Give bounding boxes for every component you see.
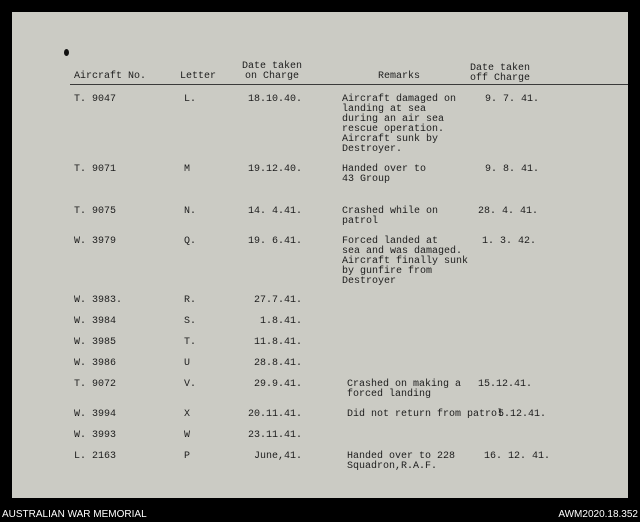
header-date-off: Date taken off Charge	[470, 63, 531, 84]
date-off-charge-cell: 16. 12. 41.	[484, 451, 551, 462]
header-date-on: Date taken on Charge	[242, 61, 303, 82]
date-off-charge-cell: 15.12.41.	[478, 379, 533, 390]
date-on-charge-cell: 11.8.41.	[253, 337, 302, 348]
header-letter: Letter	[180, 71, 217, 82]
date-on-charge-cell: June,41.	[253, 451, 302, 462]
header-remarks: Remarks	[378, 71, 421, 82]
date-on-charge-cell: 18.10.40.	[247, 94, 302, 105]
letter-cell: V.	[184, 379, 197, 390]
footer-accession-number: AWM2020.18.352	[558, 509, 638, 520]
date-off-charge-cell: 28. 4. 41.	[478, 206, 539, 217]
date-on-charge-cell: 1.8.41.	[259, 316, 302, 327]
remarks-cell: Aircraft damaged on landing at sea during an air sea rescue operation. Aircraft sunk by Destroyer.	[342, 94, 457, 155]
letter-cell: R.	[184, 295, 197, 306]
letter-cell: W	[184, 430, 191, 441]
date-on-charge-cell: 23.11.41.	[247, 430, 302, 441]
header-aircraft-no: Aircraft No.	[74, 71, 147, 82]
aircraft-number-cell: W. 3993	[74, 430, 117, 441]
date-off-charge-cell: 1. 3. 42.	[482, 236, 537, 247]
letter-cell: P	[184, 451, 191, 462]
date-off-charge-cell: 5.12.41.	[498, 409, 547, 420]
document-sheet	[12, 12, 628, 498]
date-off-charge-cell: 9. 8. 41.	[485, 164, 540, 175]
letter-cell: Q.	[184, 236, 197, 247]
aircraft-number-cell: L. 2163	[74, 451, 117, 462]
date-on-charge-cell: 19. 6.41.	[247, 236, 302, 247]
date-on-charge-cell: 19.12.40.	[247, 164, 302, 175]
remarks-cell: Handed over to 43 Group	[342, 164, 427, 185]
date-on-charge-cell: 14. 4.41.	[247, 206, 302, 217]
date-on-charge-cell: 20.11.41.	[247, 409, 302, 420]
aircraft-number-cell: W. 3979	[74, 236, 117, 247]
aircraft-number-cell: W. 3994	[74, 409, 117, 420]
remarks-cell: Forced landed at sea and was damaged. Aircraft finally sunk by gunfire from Destroyer	[342, 236, 469, 287]
aircraft-number-cell: W. 3986	[74, 358, 117, 369]
date-on-charge-cell: 27.7.41.	[253, 295, 302, 306]
letter-cell: N.	[184, 206, 197, 217]
letter-cell: X	[184, 409, 191, 420]
aircraft-number-cell: W. 3983.	[74, 295, 123, 306]
aircraft-number-cell: T. 9072	[74, 379, 117, 390]
aircraft-number-cell: T. 9047	[74, 94, 117, 105]
date-on-charge-cell: 29.9.41.	[253, 379, 302, 390]
footer-institution: AUSTRALIAN WAR MEMORIAL	[2, 509, 147, 520]
remarks-cell: Crashed while on patrol	[342, 206, 439, 227]
aircraft-number-cell: W. 3985	[74, 337, 117, 348]
aircraft-number-cell: W. 3984	[74, 316, 117, 327]
aircraft-number-cell: T. 9071	[74, 164, 117, 175]
remarks-cell: Crashed on making a forced landing	[347, 379, 462, 400]
ink-speck	[64, 49, 69, 56]
date-off-charge-cell: 9. 7. 41.	[485, 94, 540, 105]
aircraft-number-cell: T. 9075	[74, 206, 117, 217]
letter-cell: T.	[184, 337, 197, 348]
date-on-charge-cell: 28.8.41.	[253, 358, 302, 369]
letter-cell: S.	[184, 316, 197, 327]
letter-cell: L.	[184, 94, 197, 105]
letter-cell: M	[184, 164, 191, 175]
letter-cell: U	[184, 358, 191, 369]
remarks-cell: Handed over to 228 Squadron,R.A.F.	[347, 451, 456, 472]
remarks-cell: Did not return from patrol	[347, 409, 504, 420]
header-rule	[70, 84, 628, 85]
